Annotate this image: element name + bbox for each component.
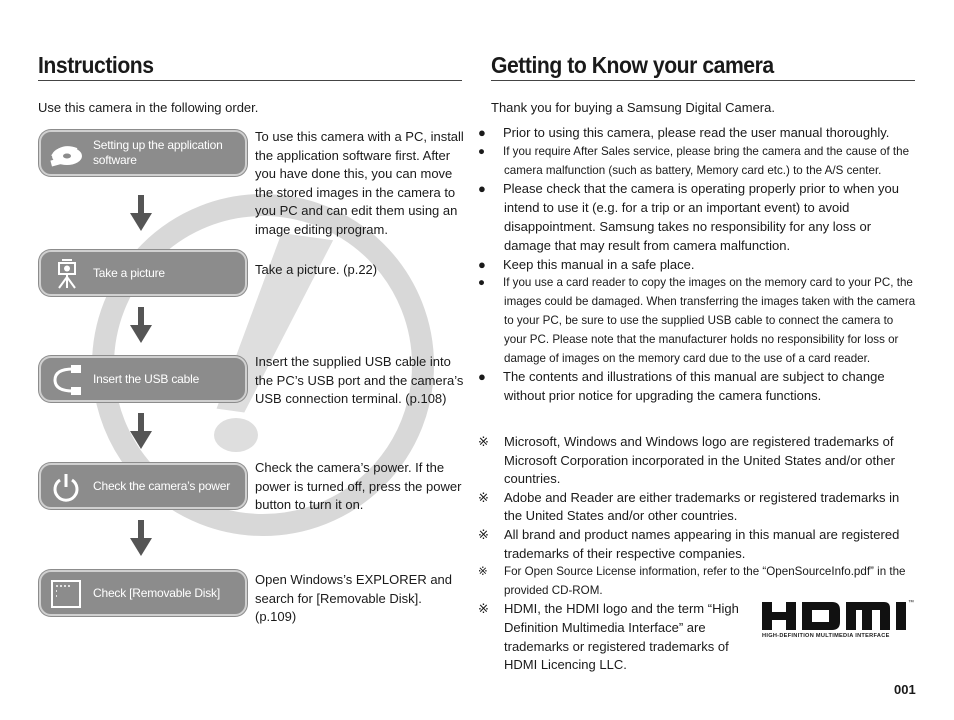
bullet-text: Please check that the camera is operating properly prior to when you intend to use it (e.g. for a trip or an important event) to avoid disappointment. Samsung takes no responsibility for any loss or damage that may result from camera malfunction.: [503, 181, 899, 253]
reference-mark-icon: ※: [478, 565, 488, 579]
removable-disk-icon: [49, 579, 83, 609]
note-text: For Open Source License information, refer to the “OpenSourceInfo.pdf” in the provided CD-ROM.: [504, 565, 906, 597]
trademark-symbol: ™: [908, 600, 914, 606]
down-arrow-icon: [130, 307, 152, 345]
down-arrow-icon: [130, 413, 152, 451]
step-check-removable-disk: [39, 570, 247, 616]
cd-disc-icon: [49, 139, 83, 169]
note-text: All brand and product names appearing in this manual are registered trademarks of their respective companies.: [504, 526, 900, 561]
step-description: Take a picture. (p.22): [255, 262, 378, 277]
step-description: Open Windows’s EXPLORER and search for [Removable Disk]. (p.109): [255, 572, 453, 624]
precautions-list: [478, 124, 917, 406]
bullet-icon: ●: [478, 276, 486, 290]
getting-to-know-heading: Getting to Know your camera: [491, 52, 774, 78]
step-description: Insert the supplied USB cable into the PC’s USB port and the camera’s USB connection terminal. (p.108): [255, 354, 464, 406]
list-item: [478, 143, 917, 181]
bullet-text: Keep this manual in a safe place.: [503, 256, 695, 272]
note-text: HDMI, the HDMI logo and the term “High Definition Multimedia Interface” are trademarks or registered trademarks of HDMI Licencing LLC.: [504, 601, 739, 673]
step-label: Setting up the application software: [93, 138, 223, 167]
list-item: [478, 526, 917, 563]
bullet-icon: ●: [478, 144, 486, 158]
hdmi-tagline: HIGH-DEFINITION MULTIMEDIA INTERFACE: [762, 633, 890, 639]
down-arrow-icon: [130, 195, 152, 233]
instructions-intro: Use this camera in the following order.: [38, 100, 259, 115]
step-check-power: [39, 463, 247, 509]
list-item: [478, 256, 917, 275]
list-item: [478, 368, 917, 406]
bullet-icon: ●: [478, 369, 486, 385]
step-label: Insert the USB cable: [93, 371, 200, 386]
list-item: [478, 274, 917, 368]
thank-you-intro: Thank you for buying a Samsung Digital Camera.: [491, 100, 775, 115]
list-item: [478, 124, 917, 143]
page-number: 001: [894, 682, 916, 697]
reference-mark-icon: ※: [478, 489, 489, 505]
note-text: Microsoft, Windows and Windows logo are registered trademarks of Microsoft Corporation incorporated in the United States and/or other countries.: [504, 434, 895, 487]
list-item: [478, 489, 917, 526]
list-item: [478, 433, 917, 489]
bullet-text: If you use a card reader to copy the images on the memory card to your PC, the images could be damaged. When transferring the images taken with the camera to your PC, be sure to use the supplied USB cable to connect the camera to your PC. Please note that the manufacturer holds no responsibility for loss or damage of images on the memory card due to the use of a card reader.: [503, 276, 916, 365]
hdmi-logo: [762, 602, 918, 644]
bullet-icon: ●: [478, 256, 486, 272]
hdmi-wordmark-icon: [762, 602, 908, 630]
camera-tripod-icon: [49, 259, 83, 289]
list-item: [478, 180, 917, 255]
step-label: Check the camera’s power: [93, 478, 231, 493]
usb-cable-icon: [49, 365, 83, 395]
reference-mark-icon: ※: [478, 434, 489, 449]
note-text: Adobe and Reader are either trademarks or registered trademarks in the United States and/or other countries.: [504, 489, 900, 524]
bullet-icon: ●: [478, 125, 486, 140]
step-take-picture: [39, 250, 247, 296]
step-insert-usb: [39, 356, 247, 402]
reference-mark-icon: ※: [478, 601, 489, 617]
instructions-heading: Instructions: [38, 52, 154, 78]
step-setup-software: [39, 130, 247, 176]
step-description: Check the camera’s power. If the power is turned off, press the power button to turn it on.: [255, 460, 462, 512]
list-item: [478, 600, 756, 674]
bullet-text: The contents and illustrations of this manual are subject to change without prior notice for upgrading the camera functions.: [503, 369, 885, 404]
reference-mark-icon: ※: [478, 526, 489, 542]
down-arrow-icon: [130, 520, 152, 558]
bullet-text: Prior to using this camera, please read the user manual thoroughly.: [503, 125, 890, 140]
step-label: Take a picture: [93, 265, 165, 280]
right-heading-rule: [491, 80, 915, 81]
bullet-text: If you require After Sales service, please bring the camera and the cause of the camera malfunction (such as battery, Memory card etc.) to the A/S center.: [503, 144, 910, 177]
bullet-icon: ●: [478, 181, 486, 197]
list-item: [478, 563, 917, 600]
step-label: Check [Removable Disk]: [93, 585, 220, 600]
left-heading-rule: [38, 80, 462, 81]
power-icon: [49, 472, 83, 502]
step-description: To use this camera with a PC, install the application software first. After you have done this, you can move the stored images in the camera to you PC and can edit them using an image editing program.: [255, 129, 464, 237]
